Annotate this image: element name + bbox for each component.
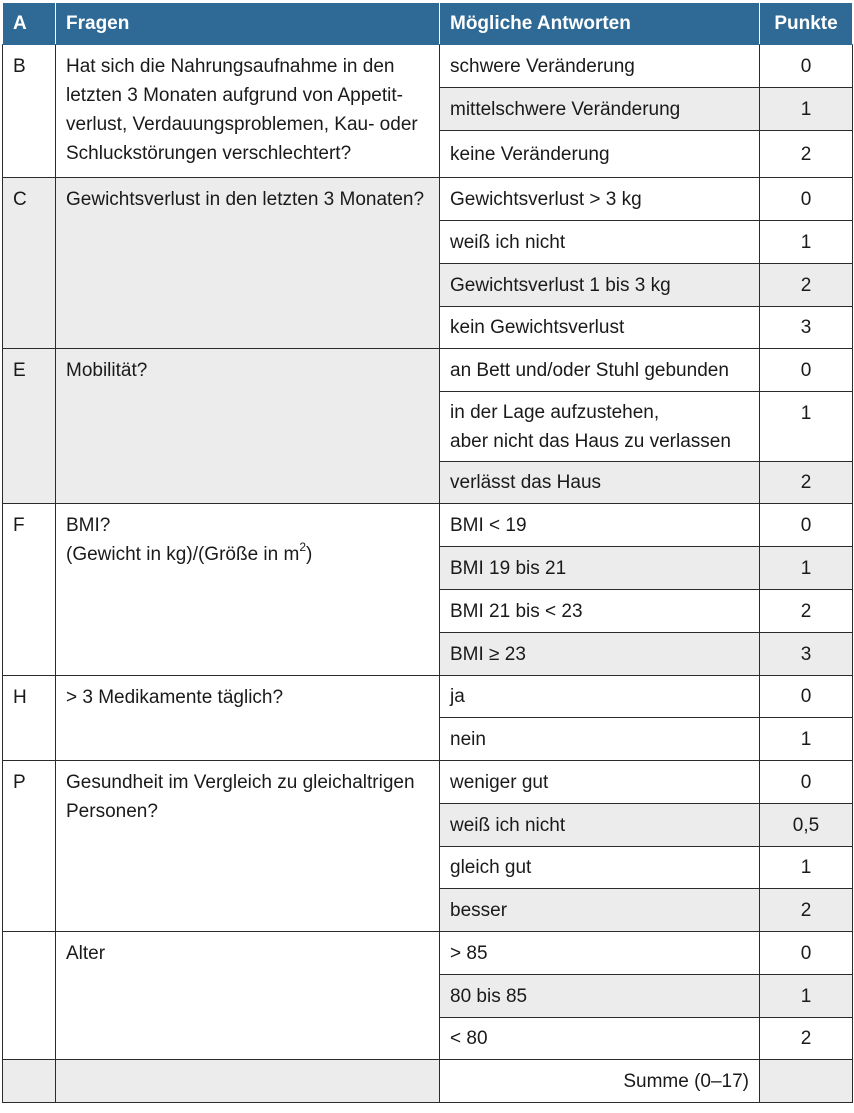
table-header — [3, 3, 853, 45]
answer-text: an Bett und/oder Stuhl gebunden — [440, 349, 760, 392]
sum-empty-cell — [3, 1060, 56, 1103]
sum-row — [3, 1060, 853, 1103]
section-letter: B — [3, 45, 56, 178]
answer-text: schwere Veränderung — [440, 45, 760, 88]
answer-points: 0 — [760, 932, 853, 975]
answer-points: 2 — [760, 462, 853, 504]
answer-points: 1 — [760, 547, 853, 590]
answer-points: 0 — [760, 761, 853, 804]
answer-text: BMI < 19 — [440, 504, 760, 547]
section-letter — [3, 932, 56, 1060]
answer-points: 2 — [760, 264, 853, 307]
answer-points: 1 — [760, 718, 853, 761]
question-text — [56, 761, 440, 932]
answer-text: nein — [440, 718, 760, 761]
answer-points: 0,5 — [760, 804, 853, 847]
answer-points: 1 — [760, 221, 853, 264]
table-row — [3, 932, 853, 975]
answer-points: 2 — [760, 590, 853, 633]
question-line — [66, 540, 429, 569]
group-p — [3, 761, 853, 932]
header-section: A — [3, 3, 56, 45]
answer-points: 1 — [760, 847, 853, 889]
answer-text: keine Veränderung — [440, 131, 760, 178]
sum-group — [3, 1060, 853, 1103]
answer-points: 2 — [760, 1018, 853, 1060]
table-row — [3, 45, 853, 88]
question-text — [56, 504, 440, 676]
table-row — [3, 504, 853, 547]
answer-text: kein Gewichtsverlust — [440, 307, 760, 349]
answer-line: in der Lage aufzustehen, — [450, 402, 660, 423]
question-text: > 3 Medikamente täglich? — [56, 676, 440, 761]
answer-text: weiß ich nicht — [440, 804, 760, 847]
answer-text: Gewichtsverlust 1 bis 3 kg — [440, 264, 760, 307]
question-fragment: ) — [306, 544, 313, 565]
question-line: Personen? — [66, 801, 158, 822]
header-question: Fragen — [56, 3, 440, 45]
group-c — [3, 178, 853, 349]
header-points: Punkte — [760, 3, 853, 45]
section-letter: P — [3, 761, 56, 932]
answer-text: Gewichtsverlust > 3 kg — [440, 178, 760, 221]
answer-points: 0 — [760, 349, 853, 392]
header-answers: Mögliche Antworten — [440, 3, 760, 45]
answer-points: 2 — [760, 131, 853, 178]
answer-text: weniger gut — [440, 761, 760, 804]
question-text: Mobilität? — [56, 349, 440, 504]
answer-text: BMI 21 bis < 23 — [440, 590, 760, 633]
question-text — [56, 45, 440, 178]
answer-points: 3 — [760, 633, 853, 676]
group-f — [3, 504, 853, 676]
answer-points: 0 — [760, 45, 853, 88]
answer-text: BMI ≥ 23 — [440, 633, 760, 676]
assessment-table — [2, 2, 853, 1103]
answer-text: weiß ich nicht — [440, 221, 760, 264]
question-line: BMI? — [66, 515, 111, 536]
question-text: Alter — [56, 932, 440, 1060]
table-row — [3, 761, 853, 804]
question-line: letzten 3 Monaten aufgrund von Appetit- — [66, 85, 403, 106]
group-e — [3, 349, 853, 504]
answer-text: gleich gut — [440, 847, 760, 889]
question-fragment: (Gewicht in kg)/(Größe in m — [66, 544, 300, 565]
answer-text — [440, 392, 760, 462]
answer-text: < 80 — [440, 1018, 760, 1060]
answer-points: 0 — [760, 676, 853, 718]
table-row — [3, 178, 853, 221]
section-letter: C — [3, 178, 56, 349]
answer-points: 3 — [760, 307, 853, 349]
question-text: Gewichtsverlust in den letzten 3 Monaten? — [56, 178, 440, 349]
answer-text: ja — [440, 676, 760, 718]
answer-text: mittelschwere Veränderung — [440, 88, 760, 131]
answer-text: verlässt das Haus — [440, 462, 760, 504]
question-line: Gesundheit im Vergleich zu gleichaltrigen — [66, 772, 415, 793]
answer-points: 1 — [760, 975, 853, 1018]
header-row — [3, 3, 853, 45]
superscript: 2 — [299, 540, 307, 554]
table-row — [3, 676, 853, 718]
answer-line: aber nicht das Haus zu verlassen — [450, 431, 731, 452]
question-line: Hat sich die Nahrungsaufnahme in den — [66, 56, 395, 77]
question-line: verlust, Verdauungsproblemen, Kau- oder — [66, 114, 418, 135]
answer-points: 0 — [760, 178, 853, 221]
section-letter: H — [3, 676, 56, 761]
sum-empty-cell — [56, 1060, 440, 1103]
group-alter — [3, 932, 853, 1060]
group-b — [3, 45, 853, 178]
answer-text: > 85 — [440, 932, 760, 975]
question-line: Schluckstörungen verschlechtert? — [66, 143, 352, 164]
section-letter: E — [3, 349, 56, 504]
answer-points: 0 — [760, 504, 853, 547]
group-h — [3, 676, 853, 761]
sum-label: Summe (0–17) — [440, 1060, 760, 1103]
answer-text: 80 bis 85 — [440, 975, 760, 1018]
section-letter: F — [3, 504, 56, 676]
answer-points: 1 — [760, 88, 853, 131]
answer-text: BMI 19 bis 21 — [440, 547, 760, 590]
answer-points: 2 — [760, 889, 853, 932]
table-row — [3, 349, 853, 392]
answer-text: besser — [440, 889, 760, 932]
answer-points: 1 — [760, 392, 853, 462]
sum-value-cell[interactable] — [760, 1060, 853, 1103]
